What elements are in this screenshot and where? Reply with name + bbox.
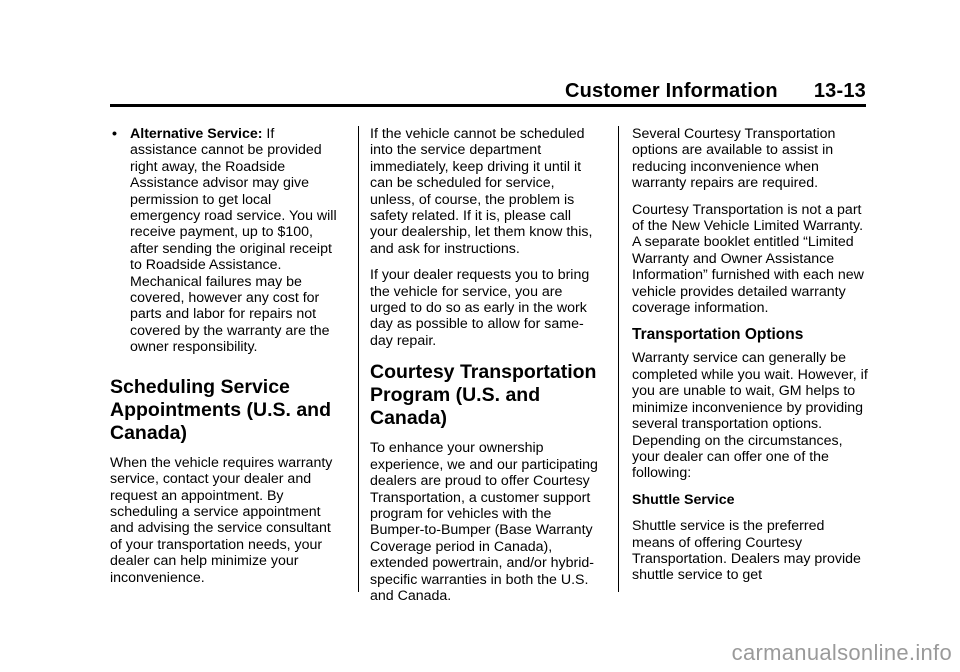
paragraph-options-available: Several Courtesy Transportation options are available to assist in reducing inconvenience when warranty repairs are required. — [632, 126, 836, 192]
bullet-text: If assistance cannot be provided right away, the Roadside Assistance advisor may give permission to get local emergency road service. You will receive payment, up to $100, after sending the original receipt to Roadside Assistance. Mechanical failures may be covered, however any cost for parts and labor for repairs not covered by the warranty are the owner responsibility. — [130, 126, 337, 356]
paragraph-dealer-requests: If your dealer requests you to bring the vehicle for service, you are urged to do so as early in the work day as possible to allow for same-day repair. — [370, 267, 590, 349]
page-header — [110, 80, 866, 103]
column-divider-1 — [358, 126, 359, 592]
paragraph-warranty-service: Warranty service can generally be completed while you wait. However, if you are unable to wait, GM helps to minimize inconvenience by providing several transportation options. Depending on the circumstances, your dealer can offer one of the following: — [632, 350, 868, 482]
bullet-alternative-service — [110, 126, 342, 356]
column-2 — [370, 126, 602, 614]
column-1 — [110, 126, 342, 596]
watermark-text: carmanualsonline.info — [731, 640, 952, 665]
page-number: 13-13 — [813, 80, 866, 102]
paragraph-shuttle: Shuttle service is the preferred means of offering Courtesy Transportation. Dealers may provide shuttle service to get — [632, 518, 861, 584]
paragraph-cannot-schedule: If the vehicle cannot be scheduled into the service department immediately, keep driving it until it can be scheduled for service, unless, of course, the problem is safety related. If it is, please call your dealership, let them know this, and ask for instructions. — [370, 126, 593, 257]
column-divider-2 — [618, 126, 619, 592]
heading-transportation-options: Transportation Options — [632, 326, 804, 344]
column-3 — [632, 126, 868, 594]
bullet-icon: • — [112, 126, 117, 142]
heading-courtesy-transportation: Courtesy Transportation Program (U.S. and Canada) — [370, 361, 597, 430]
section-title: Customer Information — [564, 80, 778, 102]
bullet-lead: Alternative Service: — [130, 126, 263, 142]
paragraph-courtesy-program: To enhance your ownership experience, we and our participating dealers are proud to offer Courtesy Transportation, a customer support program for vehicles with the Bumper-to-Bumper (Base Warranty Coverage period in Canada), extended powertrain, and/or hybrid-specific warranties in both the U.S. and Canada. — [370, 440, 598, 604]
paragraph-scheduling: When the vehicle requires warranty service, contact your dealer and request an appointment. By scheduling a service appointment and advising the service consultant of your transportation needs, your dealer can help minimize your inconvenience. — [110, 454, 333, 586]
header-rule — [110, 104, 866, 107]
paragraph-not-warranty: Courtesy Transportation is not a part of the New Vehicle Limited Warranty. A separate booklet entitled “Limited Warranty and Owner Assistance Information” furnished with each new vehicle provides detailed warranty coverage information. — [632, 201, 864, 317]
subheading-shuttle-service: Shuttle Service — [632, 491, 735, 508]
heading-scheduling-service: Scheduling Service Appointments (U.S. and Canada) — [110, 375, 331, 444]
